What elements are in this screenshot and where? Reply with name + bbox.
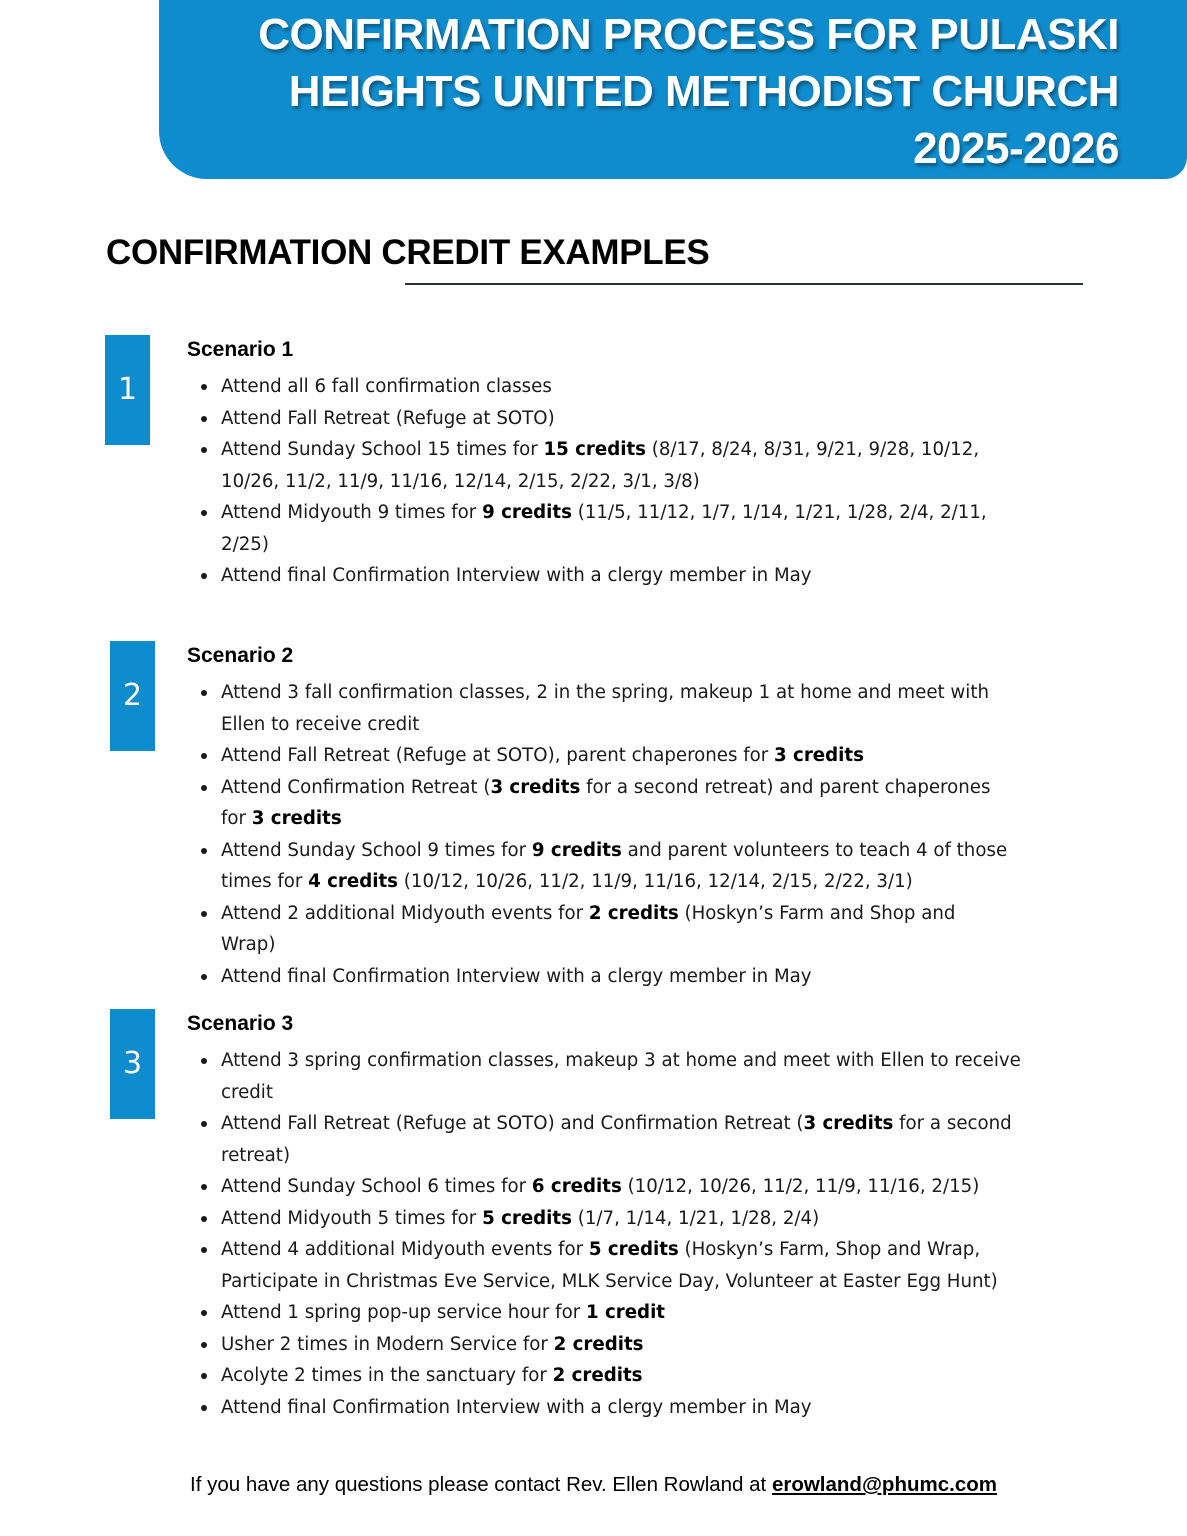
list-item — [187, 898, 1087, 961]
header-title-line: HEIGHTS UNITED METHODIST CHURCH — [288, 67, 1119, 116]
item-text: (11/5, 11/12, 1/7, 1/14, 1/21, 1/28, 2/4, 2/11, — [571, 502, 987, 523]
title-underline-divider — [405, 283, 1083, 285]
credit-amount: 5 credits — [588, 1239, 679, 1260]
list-item — [187, 677, 1087, 740]
item-text: Participate in Christmas Eve Service, MLK Service Day, Volunteer at Easter Egg Hunt) — [221, 1270, 998, 1292]
credit-amount: 3 credits — [251, 808, 342, 829]
list-item — [187, 1108, 1087, 1171]
scenario-items — [187, 371, 1087, 592]
item-text: times for — [221, 871, 309, 892]
credit-amount: 3 credits — [803, 1113, 894, 1134]
list-item — [187, 772, 1087, 835]
item-text: Attend 3 fall confirmation classes, 2 in the spring, makeup 1 at home and meet with — [221, 682, 990, 703]
item-text: Attend all 6 fall confirmation classes — [221, 376, 552, 397]
item-text: Attend Confirmation Retreat ( — [221, 776, 491, 798]
item-text: Acolyte 2 times in the sanctuary for — [221, 1365, 553, 1386]
list-item — [187, 1045, 1087, 1108]
contact-footer — [0, 1471, 1187, 1499]
item-text: Attend Sunday School 9 times for — [221, 839, 532, 861]
item-text: (8/17, 8/24, 8/31, 9/21, 9/28, 10/12, — [646, 439, 980, 460]
credit-amount: 2 credits — [553, 1333, 644, 1355]
list-item — [187, 1203, 1087, 1235]
list-item — [187, 835, 1087, 898]
item-text: 2/25) — [221, 533, 269, 555]
list-item — [187, 434, 1087, 497]
scenario-number-badge: 3 — [110, 1009, 155, 1119]
credit-amount: 5 credits — [482, 1207, 572, 1229]
item-text: and parent volunteers to teach 4 of those — [621, 839, 1008, 861]
scenario-items — [187, 1045, 1087, 1423]
scenario-title: Scenario 1 — [187, 338, 294, 361]
list-item — [187, 403, 1087, 435]
item-text: Ellen to receive credit — [221, 713, 420, 735]
credit-amount: 2 credits — [588, 902, 679, 924]
item-text: Attend Sunday School 6 times for — [221, 1176, 532, 1197]
item-text: Attend final Confirmation Interview with a clergy member in May — [221, 1396, 812, 1418]
header-title-line: 2025-2026 — [913, 124, 1119, 173]
item-text: Attend Fall Retreat (Refuge at SOTO) — [221, 407, 555, 429]
item-text: (Hoskyn’s Farm, Shop and Wrap, — [678, 1239, 981, 1260]
item-text: Attend 1 spring pop-up service hour for — [221, 1302, 586, 1323]
credit-amount: 4 credits — [308, 871, 398, 892]
credit-amount: 9 credits — [531, 839, 622, 861]
section-title: CONFIRMATION CREDIT EXAMPLES — [106, 233, 710, 272]
header-title-line: CONFIRMATION PROCESS FOR PULASKI — [258, 10, 1119, 59]
list-item — [187, 560, 1087, 592]
credit-amount: 2 credits — [552, 1365, 643, 1386]
item-text: Usher 2 times in Modern Service for — [221, 1333, 554, 1355]
item-text: 10/26, 11/2, 11/9, 11/16, 12/14, 2/15, 2/22, 3/1, 3/8) — [221, 470, 700, 492]
scenario-number-badge: 2 — [110, 641, 155, 751]
credit-amount: 6 credits — [531, 1176, 622, 1197]
list-item — [187, 961, 1087, 993]
scenario-title: Scenario 2 — [187, 644, 294, 667]
list-item — [187, 740, 1087, 772]
credit-amount: 3 credits — [490, 776, 581, 798]
scenario-2 — [187, 642, 1087, 992]
item-text: for a second — [893, 1113, 1012, 1134]
item-text: Attend 4 additional Midyouth events for — [221, 1239, 589, 1260]
credit-amount: 3 credits — [774, 745, 864, 766]
item-text: credit — [221, 1081, 273, 1103]
item-text: Attend Fall Retreat (Refuge at SOTO), parent chaperones for — [221, 745, 775, 766]
contact-email-link[interactable]: erowland@phumc.com — [771, 1473, 997, 1496]
item-text: for — [221, 808, 252, 829]
list-item — [187, 497, 1087, 560]
item-text: (10/12, 10/26, 11/2, 11/9, 11/16, 2/15) — [621, 1176, 980, 1197]
item-text: retreat) — [221, 1144, 291, 1166]
list-item — [187, 1392, 1087, 1424]
scenario-1 — [187, 336, 1087, 592]
footer-text: If you have any questions please contact Rev. Ellen Rowland at — [190, 1473, 772, 1496]
scenario-3 — [187, 1010, 1087, 1423]
item-text: for a second retreat) and parent chaperones — [580, 776, 991, 798]
list-item — [187, 1297, 1087, 1329]
scenario-number-badge: 1 — [105, 335, 150, 445]
item-text: Attend Midyouth 9 times for — [221, 502, 483, 523]
item-text: Attend final Confirmation Interview with a clergy member in May — [221, 565, 812, 586]
scenario-title: Scenario 3 — [187, 1012, 294, 1035]
item-text: (Hoskyn’s Farm and Shop and — [678, 902, 956, 924]
item-text: Attend Fall Retreat (Refuge at SOTO) and Confirmation Retreat ( — [221, 1113, 804, 1134]
credit-amount: 15 credits — [543, 439, 646, 460]
item-text: (1/7, 1/14, 1/21, 1/28, 2/4) — [571, 1207, 820, 1229]
list-item — [187, 1234, 1087, 1297]
item-text: Attend 2 additional Midyouth events for — [221, 902, 589, 924]
list-item — [187, 1360, 1087, 1392]
item-text: Attend Midyouth 5 times for — [221, 1207, 483, 1229]
list-item — [187, 1329, 1087, 1361]
item-text: Wrap) — [221, 934, 276, 955]
item-text: Attend Sunday School 15 times for — [221, 439, 544, 460]
scenario-items — [187, 677, 1087, 992]
list-item — [187, 1171, 1087, 1203]
credit-amount: 9 credits — [482, 502, 572, 523]
item-text: Attend 3 spring confirmation classes, makeup 3 at home and meet with Ellen to receive — [221, 1050, 1021, 1071]
item-text: (10/12, 10/26, 11/2, 11/9, 11/16, 12/14, 2/15, 2/22, 3/1) — [398, 871, 913, 892]
item-text: Attend final Confirmation Interview with a clergy member in May — [221, 965, 812, 987]
list-item — [187, 371, 1087, 403]
credit-amount: 1 credit — [585, 1302, 666, 1323]
header-banner — [159, 0, 1187, 179]
